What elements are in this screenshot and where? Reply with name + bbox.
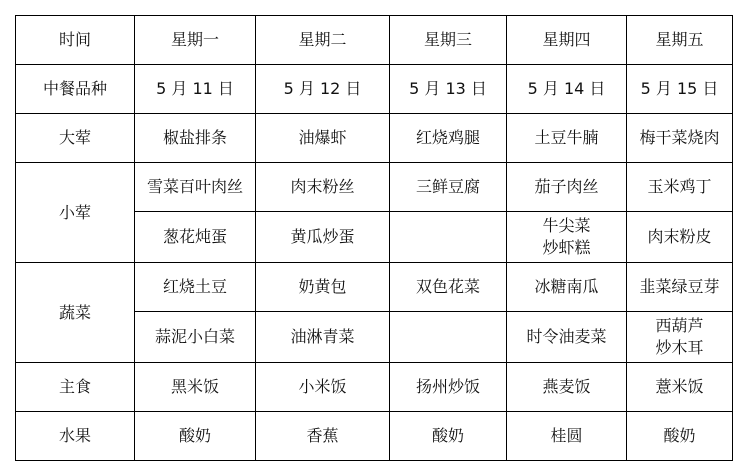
dish-cell: 酸奶 [627, 412, 733, 461]
row-label: 大荤 [16, 114, 135, 163]
two-line-dish [542, 215, 590, 259]
dish-cell: 肉末粉丝 [256, 163, 390, 212]
dish-cell: 梅干菜烧肉 [627, 114, 733, 163]
day-friday: 星期五 [627, 16, 733, 65]
dish-cell: 红烧鸡腿 [390, 114, 507, 163]
shucai-row-1 [16, 263, 733, 312]
dish-cell: 冰糖南瓜 [507, 263, 627, 312]
date-cell: 5 月 15 日 [627, 65, 733, 114]
dish-cell: 茄子肉丝 [507, 163, 627, 212]
dish-cell: 油淋青菜 [256, 312, 390, 363]
dish-cell: 三鲜豆腐 [390, 163, 507, 212]
dish-cell: 雪菜百叶肉丝 [135, 163, 256, 212]
zhushi-row [16, 363, 733, 412]
dahun-row [16, 114, 733, 163]
date-cell: 5 月 13 日 [390, 65, 507, 114]
two-line-dish [655, 315, 703, 359]
dish-cell: 土豆牛腩 [507, 114, 627, 163]
header-row [16, 16, 733, 65]
dish-cell: 桂圆 [507, 412, 627, 461]
dish-cell: 奶黄包 [256, 263, 390, 312]
row-label: 小荤 [16, 163, 135, 263]
dish-cell: 酸奶 [390, 412, 507, 461]
day-tuesday: 星期二 [256, 16, 390, 65]
dish-cell: 肉末粉皮 [627, 212, 733, 263]
dish-cell-empty [390, 212, 507, 263]
dish-cell: 油爆虾 [256, 114, 390, 163]
dish-cell: 葱花炖蛋 [135, 212, 256, 263]
row-label: 中餐品种 [16, 65, 135, 114]
dish-cell: 蒜泥小白菜 [135, 312, 256, 363]
dish-line: 西葫芦 [655, 316, 704, 335]
dish-cell: 小米饭 [256, 363, 390, 412]
dish-cell: 红烧土豆 [135, 263, 256, 312]
lunch-menu-table [15, 15, 733, 461]
dish-cell: 双色花菜 [390, 263, 507, 312]
day-monday: 星期一 [135, 16, 256, 65]
date-cell: 5 月 11 日 [135, 65, 256, 114]
menu-table-container [15, 15, 733, 461]
day-thursday: 星期四 [507, 16, 627, 65]
dish-line: 炒木耳 [655, 338, 704, 357]
shuiguo-row [16, 412, 733, 461]
dish-cell: 时令油麦菜 [507, 312, 627, 363]
corner-cell: 时间 [16, 16, 135, 65]
date-cell: 5 月 14 日 [507, 65, 627, 114]
dish-cell: 椒盐排条 [135, 114, 256, 163]
date-cell: 5 月 12 日 [256, 65, 390, 114]
dish-cell: 韭菜绿豆芽 [627, 263, 733, 312]
row-label: 主食 [16, 363, 135, 412]
dish-cell: 薏米饭 [627, 363, 733, 412]
dish-cell [507, 212, 627, 263]
dish-cell: 酸奶 [135, 412, 256, 461]
dish-cell: 玉米鸡丁 [627, 163, 733, 212]
xiaohun-row-1 [16, 163, 733, 212]
dish-cell: 黄瓜炒蛋 [256, 212, 390, 263]
dish-line: 炒虾糕 [542, 238, 591, 257]
row-label: 蔬菜 [16, 263, 135, 363]
dish-cell: 黑米饭 [135, 363, 256, 412]
dish-cell: 燕麦饭 [507, 363, 627, 412]
day-wednesday: 星期三 [390, 16, 507, 65]
row-label: 水果 [16, 412, 135, 461]
dish-line: 牛尖菜 [542, 216, 591, 235]
dish-cell-empty [390, 312, 507, 363]
dish-cell [627, 312, 733, 363]
date-row [16, 65, 733, 114]
dish-cell: 扬州炒饭 [390, 363, 507, 412]
dish-cell: 香蕉 [256, 412, 390, 461]
